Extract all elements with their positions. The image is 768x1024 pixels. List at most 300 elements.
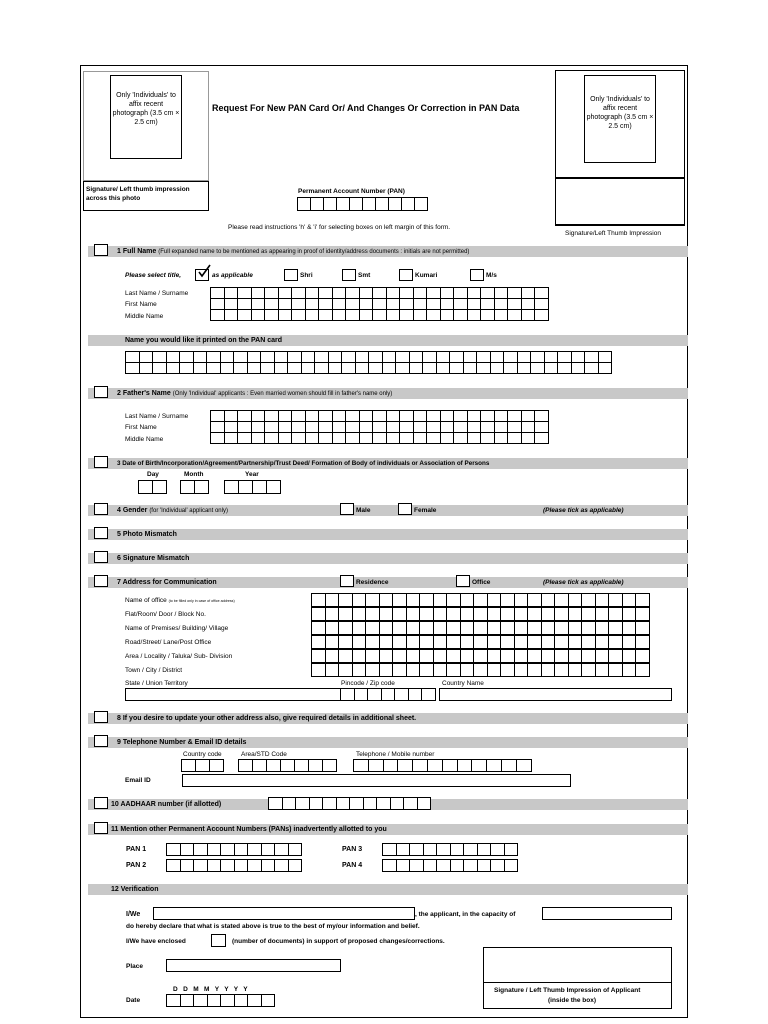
grid-cell[interactable]: [635, 663, 650, 677]
grid-cell[interactable]: [207, 994, 222, 1007]
grid-cell[interactable]: [595, 593, 610, 607]
grid-cell[interactable]: [507, 432, 522, 444]
grid-cell[interactable]: [314, 362, 329, 374]
grid-cell[interactable]: [581, 607, 596, 621]
grid-cell[interactable]: [237, 432, 252, 444]
grid-cell[interactable]: [252, 759, 267, 772]
grid-cell[interactable]: [450, 859, 465, 872]
grid-cell[interactable]: [392, 635, 407, 649]
capacity-input[interactable]: [542, 907, 672, 920]
grid-cell[interactable]: [534, 432, 549, 444]
grid-cell[interactable]: [500, 649, 515, 663]
grid-cell[interactable]: [376, 797, 391, 810]
grid-cell[interactable]: [595, 621, 610, 635]
grid-cell[interactable]: [486, 759, 502, 772]
grid-cell[interactable]: [527, 593, 542, 607]
grid-cell[interactable]: [365, 663, 380, 677]
grid-cell[interactable]: [220, 362, 235, 374]
grid-cell[interactable]: [323, 197, 337, 211]
grid-cell[interactable]: [568, 593, 583, 607]
grid-cell[interactable]: [463, 859, 478, 872]
grid-cell[interactable]: [234, 994, 249, 1007]
grid-cell[interactable]: [514, 663, 529, 677]
grid-cell[interactable]: [457, 759, 473, 772]
grid-cell[interactable]: [379, 607, 394, 621]
grid-cell[interactable]: [406, 607, 421, 621]
grid-cell[interactable]: [554, 635, 569, 649]
grid-cell[interactable]: [514, 635, 529, 649]
grid-cell[interactable]: [353, 759, 369, 772]
grid-cell[interactable]: [473, 663, 488, 677]
grid-cell[interactable]: [514, 621, 529, 635]
grid-cell[interactable]: [541, 663, 556, 677]
grid-cell[interactable]: [382, 859, 397, 872]
grid-cell[interactable]: [305, 432, 320, 444]
grid-cell[interactable]: [399, 309, 414, 321]
grid-cell[interactable]: [608, 607, 623, 621]
grid-cell[interactable]: [338, 649, 353, 663]
grid-cell[interactable]: [238, 759, 253, 772]
grid-cell[interactable]: [291, 432, 306, 444]
grid-cell[interactable]: [460, 635, 475, 649]
grid-cell[interactable]: [423, 843, 438, 856]
grid-cell[interactable]: [325, 621, 340, 635]
grid-cell[interactable]: [224, 480, 239, 494]
grid-cell[interactable]: [311, 635, 326, 649]
grid-cell[interactable]: [340, 688, 355, 701]
grid-cell[interactable]: [180, 994, 195, 1007]
grid-cell[interactable]: [266, 759, 281, 772]
grid-cell[interactable]: [379, 663, 394, 677]
section-6-checkbox[interactable]: [94, 551, 108, 563]
printed-name-grid-2[interactable]: [125, 362, 612, 374]
grid-cell[interactable]: [354, 688, 369, 701]
grid-cell[interactable]: [365, 593, 380, 607]
grid-cell[interactable]: [476, 362, 491, 374]
grid-cell[interactable]: [635, 621, 650, 635]
dob-day-grid[interactable]: [138, 480, 167, 494]
grid-cell[interactable]: [180, 480, 195, 494]
dob-month-grid[interactable]: [180, 480, 209, 494]
section-3-checkbox[interactable]: [94, 456, 108, 468]
grid-cell[interactable]: [408, 688, 423, 701]
grid-cell[interactable]: [375, 197, 389, 211]
grid-cell[interactable]: [397, 759, 413, 772]
std-code-grid[interactable]: [238, 759, 337, 772]
address-residence-checkbox[interactable]: [340, 575, 354, 587]
grid-cell[interactable]: [527, 635, 542, 649]
grid-cell[interactable]: [210, 309, 225, 321]
grid-cell[interactable]: [195, 759, 210, 772]
title-ms-checkbox[interactable]: [470, 269, 484, 281]
grid-cell[interactable]: [494, 309, 509, 321]
grid-cell[interactable]: [311, 593, 326, 607]
grid-cell[interactable]: [446, 663, 461, 677]
grid-cell[interactable]: [264, 309, 279, 321]
grid-cell[interactable]: [622, 663, 637, 677]
grid-cell[interactable]: [450, 843, 465, 856]
grid-cell[interactable]: [224, 309, 239, 321]
grid-cell[interactable]: [460, 621, 475, 635]
grid-cell[interactable]: [409, 362, 424, 374]
grid-cell[interactable]: [541, 635, 556, 649]
grid-cell[interactable]: [544, 362, 559, 374]
grid-cell[interactable]: [392, 649, 407, 663]
grid-cell[interactable]: [247, 859, 262, 872]
grid-cell[interactable]: [527, 663, 542, 677]
grid-cell[interactable]: [338, 663, 353, 677]
section-11-checkbox[interactable]: [94, 822, 108, 834]
grid-cell[interactable]: [453, 432, 468, 444]
grid-cell[interactable]: [166, 859, 181, 872]
grid-cell[interactable]: [449, 362, 464, 374]
grid-cell[interactable]: [291, 309, 306, 321]
grid-cell[interactable]: [608, 593, 623, 607]
grid-cell[interactable]: [608, 621, 623, 635]
grid-cell[interactable]: [595, 635, 610, 649]
grid-cell[interactable]: [288, 843, 303, 856]
section-4-checkbox[interactable]: [94, 503, 108, 515]
grid-cell[interactable]: [352, 621, 367, 635]
grid-cell[interactable]: [422, 362, 437, 374]
grid-cell[interactable]: [568, 607, 583, 621]
grid-cell[interactable]: [274, 843, 289, 856]
state-input[interactable]: [125, 688, 341, 701]
grid-cell[interactable]: [332, 432, 347, 444]
grid-cell[interactable]: [280, 759, 295, 772]
grid-cell[interactable]: [487, 635, 502, 649]
grid-cell[interactable]: [305, 309, 320, 321]
grid-cell[interactable]: [179, 362, 194, 374]
grid-cell[interactable]: [365, 607, 380, 621]
country-input[interactable]: [439, 688, 672, 701]
grid-cell[interactable]: [419, 649, 434, 663]
grid-cell[interactable]: [288, 859, 303, 872]
grid-cell[interactable]: [152, 480, 167, 494]
grid-cell[interactable]: [338, 621, 353, 635]
grid-cell[interactable]: [433, 621, 448, 635]
grid-cell[interactable]: [309, 797, 324, 810]
grid-cell[interactable]: [352, 649, 367, 663]
grid-cell[interactable]: [382, 362, 397, 374]
grid-cell[interactable]: [541, 621, 556, 635]
grid-cell[interactable]: [436, 843, 451, 856]
grid-cell[interactable]: [406, 621, 421, 635]
grid-cell[interactable]: [282, 797, 297, 810]
grid-cell[interactable]: [266, 480, 281, 494]
grid-cell[interactable]: [487, 621, 502, 635]
grid-cell[interactable]: [138, 480, 153, 494]
grid-cell[interactable]: [336, 797, 351, 810]
grid-cell[interactable]: [365, 649, 380, 663]
grid-cell[interactable]: [251, 432, 266, 444]
grid-cell[interactable]: [581, 635, 596, 649]
grid-cell[interactable]: [446, 621, 461, 635]
grid-cell[interactable]: [500, 621, 515, 635]
grid-cell[interactable]: [473, 635, 488, 649]
grid-cell[interactable]: [392, 607, 407, 621]
grid-cell[interactable]: [338, 593, 353, 607]
grid-cell[interactable]: [433, 635, 448, 649]
grid-cell[interactable]: [622, 649, 637, 663]
grid-cell[interactable]: [419, 593, 434, 607]
grid-cell[interactable]: [426, 432, 441, 444]
grid-cell[interactable]: [181, 759, 196, 772]
grid-cell[interactable]: [480, 432, 495, 444]
grid-cell[interactable]: [446, 607, 461, 621]
grid-cell[interactable]: [622, 593, 637, 607]
grid-cell[interactable]: [180, 859, 195, 872]
grid-cell[interactable]: [433, 649, 448, 663]
pincode-grid[interactable]: [340, 688, 436, 701]
grid-cell[interactable]: [635, 593, 650, 607]
grid-cell[interactable]: [467, 432, 482, 444]
grid-cell[interactable]: [362, 197, 376, 211]
s2-middle-name-grid[interactable]: [210, 432, 549, 444]
signature-box-right[interactable]: [555, 178, 685, 226]
grid-cell[interactable]: [507, 309, 522, 321]
grid-cell[interactable]: [252, 480, 267, 494]
grid-cell[interactable]: [379, 635, 394, 649]
grid-cell[interactable]: [372, 309, 387, 321]
grid-cell[interactable]: [392, 621, 407, 635]
grid-cell[interactable]: [477, 859, 492, 872]
road-grid[interactable]: [311, 635, 650, 649]
grid-cell[interactable]: [554, 663, 569, 677]
grid-cell[interactable]: [433, 663, 448, 677]
address-office-checkbox[interactable]: [456, 575, 470, 587]
grid-cell[interactable]: [467, 309, 482, 321]
grid-cell[interactable]: [541, 649, 556, 663]
grid-cell[interactable]: [368, 362, 383, 374]
grid-cell[interactable]: [635, 607, 650, 621]
section-9-checkbox[interactable]: [94, 735, 108, 747]
grid-cell[interactable]: [359, 432, 374, 444]
grid-cell[interactable]: [381, 688, 396, 701]
grid-cell[interactable]: [261, 994, 276, 1007]
grid-cell[interactable]: [392, 663, 407, 677]
grid-cell[interactable]: [635, 649, 650, 663]
grid-cell[interactable]: [365, 621, 380, 635]
grid-cell[interactable]: [460, 649, 475, 663]
grid-cell[interactable]: [554, 593, 569, 607]
grid-cell[interactable]: [368, 759, 384, 772]
grid-cell[interactable]: [264, 432, 279, 444]
grid-cell[interactable]: [294, 759, 309, 772]
applicant-name-input[interactable]: [153, 907, 415, 920]
grid-cell[interactable]: [501, 759, 517, 772]
grid-cell[interactable]: [480, 309, 495, 321]
grid-cell[interactable]: [278, 432, 293, 444]
grid-cell[interactable]: [395, 362, 410, 374]
grid-cell[interactable]: [237, 309, 252, 321]
grid-cell[interactable]: [238, 480, 253, 494]
grid-cell[interactable]: [500, 635, 515, 649]
pan3-grid[interactable]: [382, 843, 518, 856]
grid-cell[interactable]: [251, 309, 266, 321]
grid-cell[interactable]: [261, 859, 276, 872]
grid-cell[interactable]: [355, 362, 370, 374]
grid-cell[interactable]: [274, 859, 289, 872]
pan-grid[interactable]: [297, 197, 428, 211]
grid-cell[interactable]: [268, 797, 283, 810]
grid-cell[interactable]: [622, 607, 637, 621]
grid-cell[interactable]: [379, 649, 394, 663]
grid-cell[interactable]: [325, 663, 340, 677]
grid-cell[interactable]: [325, 607, 340, 621]
title-kumari-checkbox[interactable]: [399, 269, 413, 281]
grid-cell[interactable]: [500, 607, 515, 621]
grid-cell[interactable]: [504, 843, 519, 856]
grid-cell[interactable]: [622, 621, 637, 635]
place-input[interactable]: [166, 959, 341, 972]
grid-cell[interactable]: [399, 432, 414, 444]
grid-cell[interactable]: [554, 621, 569, 635]
grid-cell[interactable]: [494, 432, 509, 444]
grid-cell[interactable]: [388, 197, 402, 211]
grid-cell[interactable]: [328, 362, 343, 374]
grid-cell[interactable]: [440, 432, 455, 444]
aadhaar-grid[interactable]: [268, 797, 431, 810]
grid-cell[interactable]: [359, 309, 374, 321]
grid-cell[interactable]: [224, 432, 239, 444]
grid-cell[interactable]: [440, 309, 455, 321]
grid-cell[interactable]: [193, 362, 208, 374]
grid-cell[interactable]: [503, 362, 518, 374]
grid-cell[interactable]: [414, 197, 428, 211]
grid-cell[interactable]: [318, 432, 333, 444]
grid-cell[interactable]: [406, 663, 421, 677]
grid-cell[interactable]: [338, 607, 353, 621]
grid-cell[interactable]: [341, 362, 356, 374]
grid-cell[interactable]: [325, 635, 340, 649]
grid-cell[interactable]: [349, 197, 363, 211]
grid-cell[interactable]: [419, 663, 434, 677]
grid-cell[interactable]: [473, 649, 488, 663]
grid-cell[interactable]: [396, 859, 411, 872]
grid-cell[interactable]: [345, 309, 360, 321]
grid-cell[interactable]: [234, 859, 249, 872]
grid-cell[interactable]: [352, 607, 367, 621]
grid-cell[interactable]: [568, 635, 583, 649]
grid-cell[interactable]: [490, 362, 505, 374]
grid-cell[interactable]: [386, 432, 401, 444]
grid-cell[interactable]: [349, 797, 364, 810]
grid-cell[interactable]: [473, 593, 488, 607]
grid-cell[interactable]: [417, 797, 432, 810]
grid-cell[interactable]: [541, 607, 556, 621]
grid-cell[interactable]: [193, 859, 208, 872]
grid-cell[interactable]: [453, 309, 468, 321]
grid-cell[interactable]: [311, 649, 326, 663]
grid-cell[interactable]: [554, 649, 569, 663]
grid-cell[interactable]: [193, 994, 208, 1007]
grid-cell[interactable]: [595, 663, 610, 677]
grid-cell[interactable]: [311, 621, 326, 635]
grid-cell[interactable]: [301, 362, 316, 374]
grid-cell[interactable]: [152, 362, 167, 374]
town-grid[interactable]: [311, 663, 650, 677]
grid-cell[interactable]: [427, 759, 443, 772]
grid-cell[interactable]: [608, 649, 623, 663]
grid-cell[interactable]: [514, 649, 529, 663]
grid-cell[interactable]: [516, 759, 532, 772]
grid-cell[interactable]: [517, 362, 532, 374]
grid-cell[interactable]: [412, 759, 428, 772]
grid-cell[interactable]: [367, 688, 382, 701]
grid-cell[interactable]: [180, 843, 195, 856]
grid-cell[interactable]: [608, 635, 623, 649]
grid-cell[interactable]: [500, 663, 515, 677]
grid-cell[interactable]: [325, 593, 340, 607]
title-shri-checkbox[interactable]: [284, 269, 298, 281]
grid-cell[interactable]: [409, 843, 424, 856]
grid-cell[interactable]: [352, 635, 367, 649]
grid-cell[interactable]: [568, 649, 583, 663]
grid-cell[interactable]: [413, 432, 428, 444]
grid-cell[interactable]: [433, 607, 448, 621]
pan2-grid[interactable]: [166, 859, 302, 872]
grid-cell[interactable]: [608, 663, 623, 677]
office-name-grid[interactable]: [311, 593, 650, 607]
grid-cell[interactable]: [581, 621, 596, 635]
phone-grid[interactable]: [353, 759, 532, 772]
grid-cell[interactable]: [504, 859, 519, 872]
grid-cell[interactable]: [595, 607, 610, 621]
grid-cell[interactable]: [622, 635, 637, 649]
grid-cell[interactable]: [166, 362, 181, 374]
grid-cell[interactable]: [487, 663, 502, 677]
grid-cell[interactable]: [541, 593, 556, 607]
email-input[interactable]: [182, 774, 571, 787]
grid-cell[interactable]: [234, 843, 249, 856]
grid-cell[interactable]: [419, 621, 434, 635]
grid-cell[interactable]: [247, 362, 262, 374]
grid-cell[interactable]: [568, 663, 583, 677]
grid-cell[interactable]: [139, 362, 154, 374]
flat-grid[interactable]: [311, 607, 650, 621]
grid-cell[interactable]: [322, 797, 337, 810]
grid-cell[interactable]: [278, 309, 293, 321]
grid-cell[interactable]: [260, 362, 275, 374]
grid-cell[interactable]: [419, 635, 434, 649]
grid-cell[interactable]: [220, 859, 235, 872]
grid-cell[interactable]: [530, 362, 545, 374]
grid-cell[interactable]: [274, 362, 289, 374]
gender-male-checkbox[interactable]: [340, 503, 354, 515]
grid-cell[interactable]: [406, 649, 421, 663]
grid-cell[interactable]: [261, 843, 276, 856]
grid-cell[interactable]: [166, 843, 181, 856]
section-2-checkbox[interactable]: [94, 386, 108, 398]
date-grid[interactable]: [166, 994, 275, 1007]
grid-cell[interactable]: [446, 593, 461, 607]
grid-cell[interactable]: [473, 607, 488, 621]
grid-cell[interactable]: [595, 649, 610, 663]
section-8-checkbox[interactable]: [94, 711, 108, 723]
grid-cell[interactable]: [460, 663, 475, 677]
country-code-grid[interactable]: [181, 759, 224, 772]
gender-female-checkbox[interactable]: [398, 503, 412, 515]
grid-cell[interactable]: [581, 649, 596, 663]
grid-cell[interactable]: [287, 362, 302, 374]
grid-cell[interactable]: [207, 843, 222, 856]
grid-cell[interactable]: [206, 362, 221, 374]
grid-cell[interactable]: [233, 362, 248, 374]
grid-cell[interactable]: [423, 859, 438, 872]
grid-cell[interactable]: [295, 797, 310, 810]
grid-cell[interactable]: [581, 593, 596, 607]
